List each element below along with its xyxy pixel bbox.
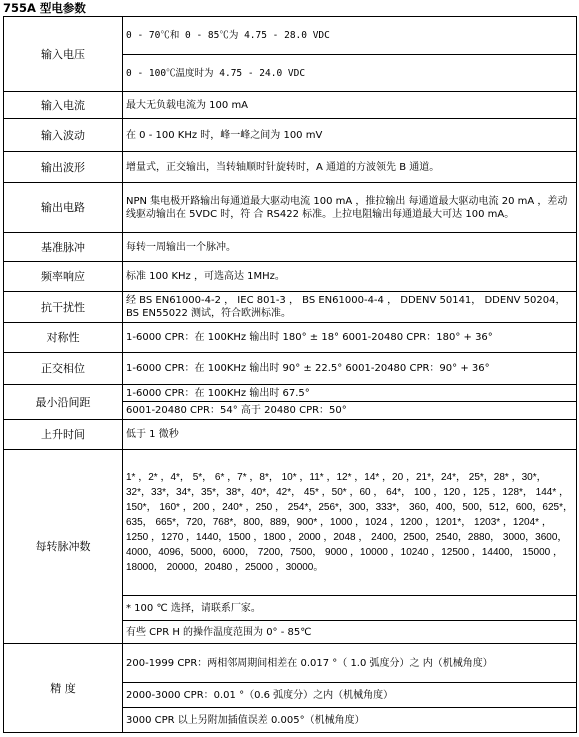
output-waveform-value: 增量式，正交输出，当转轴顺时针旋转时，A 通道的方波领先 B 通道。 [123, 152, 577, 183]
electrical-spec-table [3, 16, 577, 733]
table-row [4, 152, 577, 183]
input-voltage-value-1: 0 - 70℃和 0 - 85℃为 4.75 - 28.0 VDC [123, 17, 577, 55]
page-title: 755A 型电参数 [3, 1, 86, 15]
table-row [4, 262, 577, 292]
table-row [4, 233, 577, 262]
ppr-note-option: * 100 ℃ 选择，请联系厂家。 [123, 596, 577, 621]
table-row [4, 420, 577, 450]
accuracy-value-2: 2000-3000 CPR：0.01 °（0.6 弧度分）之内（机械角度） [123, 683, 577, 708]
table-row [4, 292, 577, 323]
interference-label: 抗干扰性 [4, 292, 123, 323]
ppr-note-temperature: 有些 CPR H 的操作温度范围为 0° - 85℃ [123, 621, 577, 644]
min-edge-value-2: 6001-20480 CPR：54° 高于 20480 CPR：50° [123, 402, 577, 420]
table-row [4, 119, 577, 152]
table-row [4, 323, 577, 353]
ppr-list: 1* ，2* ，4*， 5*， 6* ，7* ，8*， 10* ，11* ，12* ，14* ，20 ，21*，24*， 25*，28* ，30*， 32*，33*，34*，35*，38*，40*，42*， 45* ，50* ，60 ， 64*， 100 ，120 ，125 ，128*， 144* ，150*， 160* ，200 ，240* ，250 ， 254*，256*，300，333*， 360，400，500，512，600，625*，635， 665*，720，768*，800，889，900* ，1000 ，1024 ，1200 ，1201*， 1203* ，1204* ，1250 ，1270 ，1440，1500 ，1800 ，2000 ，2048 ， 2400，2500，2540，2880， 3000，3600，4000，4096，5000，6000， 7200，7500， 9000 ，10000 ，10240 ，12500 ，14400， 15000 ，18000， 20000，20480 ，25000 ，30000。 [123, 450, 577, 596]
accuracy-value-3: 3000 CPR 以上另附加插值误差 0.005°（机械角度） [123, 708, 577, 733]
interference-value: 经 BS EN61000-4-2 ， IEC 801-3 ， BS EN61000-4-4 ， DDENV 50141， DDENV 50204，BS EN55022 测试，符合欧洲标准。 [123, 292, 577, 323]
input-voltage-label: 输入电压 [4, 17, 123, 92]
accuracy-value-1: 200-1999 CPR：两相邻周期间相差在 0.017 °（ 1.0 弧度分）之 内（机械角度） [123, 644, 577, 683]
quadrature-phase-label: 正交相位 [4, 353, 123, 385]
min-edge-label: 最小沿间距 [4, 385, 123, 420]
input-ripple-value: 在 0 - 100 KHz 时，峰一峰之间为 100 mV [123, 119, 577, 152]
quadrature-phase-value: 1-6000 CPR：在 100KHz 输出时 90° ± 22.5° 6001-20480 CPR：90° + 36° [123, 353, 577, 385]
accuracy-label: 精 度 [4, 644, 123, 733]
table-row [4, 17, 577, 55]
table-row [4, 385, 577, 402]
output-circuit-value: NPN 集电极开路输出每通道最大驱动电流 100 mA ，推拉输出 每通道最大驱动电流 20 mA ，差动线驱动输出在 5VDC 时，符 合 RS422 标准。上拉电阻输出每通道最大可达 100 mA。 [123, 183, 577, 233]
symmetry-label: 对称性 [4, 323, 123, 353]
table-row [4, 183, 577, 233]
frequency-response-value: 标准 100 KHz ，可选高达 1MHz。 [123, 262, 577, 292]
input-ripple-label: 输入波动 [4, 119, 123, 152]
ppr-label: 每转脉冲数 [4, 450, 123, 644]
table-row [4, 450, 577, 596]
rise-time-label: 上升时间 [4, 420, 123, 450]
symmetry-value: 1-6000 CPR：在 100KHz 输出时 180° ± 18° 6001-20480 CPR：180° + 36° [123, 323, 577, 353]
frequency-response-label: 频率响应 [4, 262, 123, 292]
input-current-value: 最大无负载电流为 100 mA [123, 92, 577, 119]
output-circuit-label: 输出电路 [4, 183, 123, 233]
min-edge-value-1: 1-6000 CPR：在 100KHz 输出时 67.5° [123, 385, 577, 402]
table-row [4, 353, 577, 385]
input-current-label: 输入电流 [4, 92, 123, 119]
reference-pulse-label: 基准脉冲 [4, 233, 123, 262]
reference-pulse-value: 每转一周输出一个脉冲。 [123, 233, 577, 262]
table-row [4, 644, 577, 683]
output-waveform-label: 输出波形 [4, 152, 123, 183]
table-row [4, 92, 577, 119]
rise-time-value: 低于 1 微秒 [123, 420, 577, 450]
input-voltage-value-2: 0 - 100℃温度时为 4.75 - 24.0 VDC [123, 55, 577, 92]
